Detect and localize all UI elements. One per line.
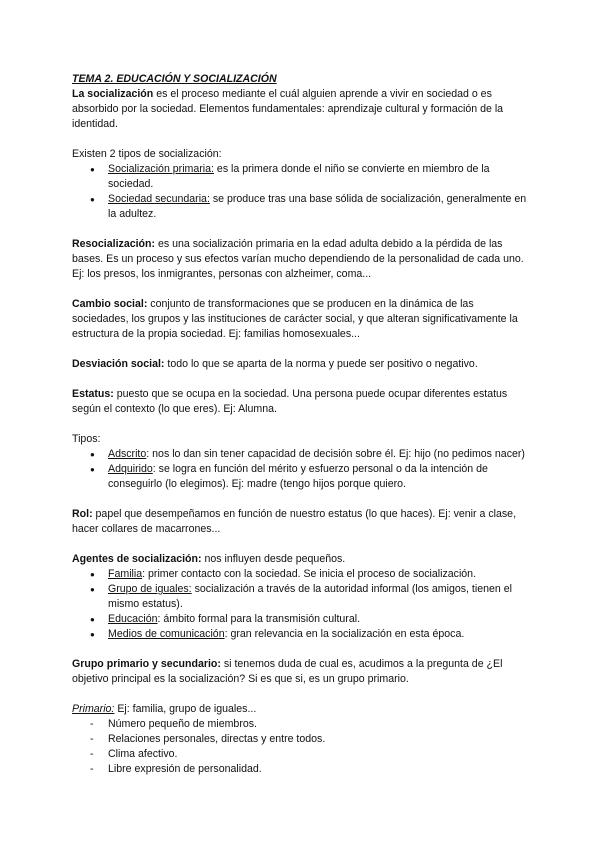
tipo-term: Socialización primaria: [108, 163, 214, 175]
list-item [72, 192, 532, 222]
estatus-type-term: Adquirido [108, 463, 153, 475]
primario-paragraph [72, 702, 532, 717]
tipos-intro: Existen 2 tipos de socialización: [72, 148, 222, 160]
agentes-list [72, 567, 532, 642]
resocializacion-text: es una socialización primaria en la edad adulta debido a la pérdida de las bases. Es un proceso y sus efectos varían mucho dependiendo de la personalidad de cada uno. Ej: los presos, los inmigrantes, personas con alzheimer, coma... [72, 238, 524, 280]
resocializacion-paragraph [72, 237, 532, 282]
cambio-social-paragraph [72, 297, 532, 342]
rol-paragraph [72, 507, 532, 537]
list-item [72, 627, 532, 642]
estatus-type-term: Adscrito [108, 448, 147, 460]
socializacion-term: La socialización [72, 88, 154, 100]
list-item [72, 567, 532, 582]
desviacion-social-paragraph [72, 357, 532, 372]
estatus-text: puesto que se ocupa en la sociedad. Una persona puede ocupar diferentes estatus según el contexto (lo que eres). Ej: Alumna. [72, 388, 508, 415]
estatus-type-text: : se logra en función del mérito y esfuerzo personal o da la intención de conseguirlo (lo elegimos). Ej: madre (tengo hijos porque quiero. [108, 463, 488, 490]
agente-term: Medios de comunicación [108, 628, 225, 640]
primario-term: Primario: [72, 703, 115, 715]
agente-text: : gran relevancia en la socialización en esta época. [224, 628, 465, 640]
cambio-social-term: Cambio social: [72, 298, 148, 310]
desviacion-social-term: Desviación social: [72, 358, 165, 370]
grupo-text: si tenemos duda de cual es, acudimos a la pregunta de ¿El objetivo principal es la socialización? Si es que si, es un grupo primario. [72, 658, 503, 685]
resocializacion-term: Resocialización: [72, 238, 156, 250]
agente-text: : primer contacto con la sociedad. Se inicia el proceso de socialización. [142, 568, 477, 580]
list-item: - Clima afectivo. [72, 747, 532, 762]
tipos-estatus-list [72, 447, 532, 492]
agentes-paragraph [72, 552, 532, 567]
agente-term: Familia [108, 568, 143, 580]
estatus-type-text: : nos lo dan sin tener capacidad de decisión sobre él. Ej: hijo (no pedimos nacer) [146, 448, 525, 460]
document-page [72, 72, 532, 777]
list-item: - Libre expresión de personalidad. [72, 762, 532, 777]
list-item: - Número pequeño de miembros. [72, 717, 532, 732]
tipo-text: se produce tras una base sólida de socialización, generalmente en la adultez. [108, 193, 527, 220]
document-title: TEMA 2. EDUCACIÓN Y SOCIALIZACIÓN [72, 73, 277, 85]
agente-text: socialización a través de la autoridad informal (los amigos, tienen el mismo estatus). [108, 583, 512, 610]
primario-text: Ej: familia, grupo de iguales... [114, 703, 257, 715]
grupo-paragraph [72, 657, 532, 687]
rol-text: papel que desempeñamos en función de nuestro estatus (lo que haces). Ej: venir a clase, hacer collares de macarrones... [72, 508, 517, 535]
agente-term: Grupo de iguales: [108, 583, 192, 595]
grupo-term: Grupo primario y secundario: [72, 658, 221, 670]
socializacion-paragraph [72, 87, 532, 132]
tipo-term: Sociedad secundaria: [108, 193, 210, 205]
desviacion-social-text: todo lo que se aparta de la norma y puede ser positivo o negativo. [164, 358, 478, 370]
list-item: - Relaciones personales, directas y entre todos. [72, 732, 532, 747]
tipos-socializacion-list [72, 162, 532, 222]
list-item [72, 612, 532, 627]
rol-term: Rol: [72, 508, 93, 520]
agente-text: : ámbito formal para la transmisión cultural. [157, 613, 361, 625]
tipo-text: es la primera donde el niño se convierte en miembro de la sociedad. [108, 163, 490, 190]
estatus-paragraph [72, 387, 532, 417]
list-item [72, 462, 532, 492]
agentes-text: nos influyen desde pequeños. [201, 553, 346, 565]
cambio-social-text: conjunto de transformaciones que se producen en la dinámica de las sociedades, los grupos y las instituciones de carácter social, y que alteran significativamente la estructura de la propia sociedad. Ej: familias homosexuales... [72, 298, 518, 340]
list-item [72, 582, 532, 612]
list-item [72, 162, 532, 192]
tipos-label: Tipos: [72, 433, 101, 445]
agente-term: Educación [108, 613, 158, 625]
estatus-term: Estatus: [72, 388, 114, 400]
list-item [72, 447, 532, 462]
socializacion-text: es el proceso mediante el cuál alguien aprende a vivir en sociedad o es absorbido por la sociedad. Elementos fundamentales: aprendizaje cultural y formación de la identidad. [72, 88, 504, 130]
agentes-term: Agentes de socialización: [72, 553, 202, 565]
primario-list [72, 717, 532, 777]
